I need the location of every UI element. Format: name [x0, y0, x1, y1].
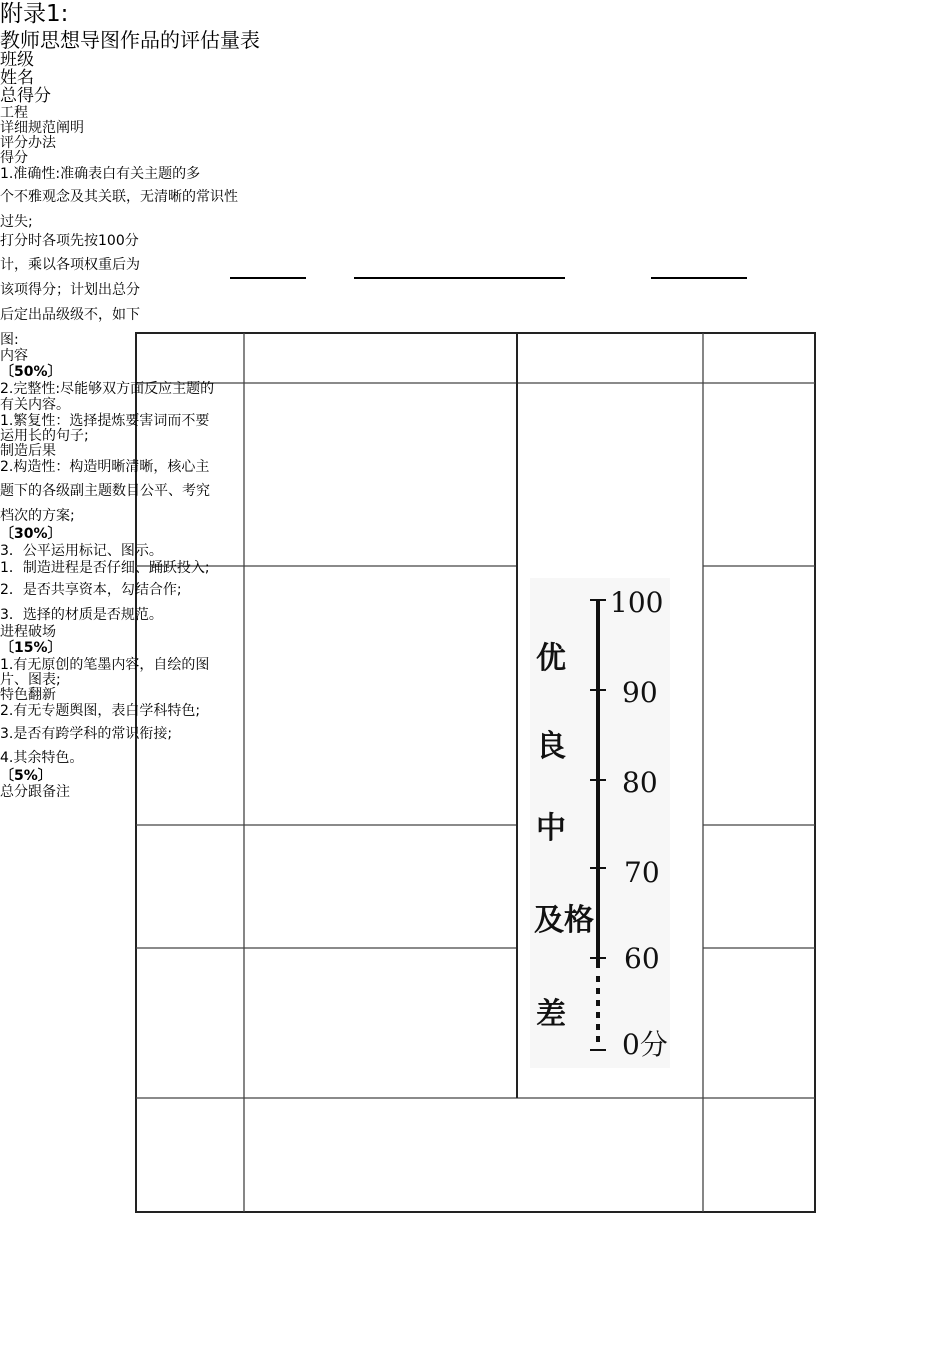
- grade-label-poor: 差: [536, 997, 566, 1032]
- feature-label: 特色翻新: [0, 687, 56, 703]
- process-item3: 3．选择的材质是否规范。: [0, 607, 163, 623]
- effect-item2-line3: 档次的方案;: [0, 508, 75, 524]
- feature-item1-line1: 1.有无原创的笔墨内容，自绘的图: [0, 657, 210, 673]
- method-line2: 计，乘以各项权重后为: [0, 257, 140, 273]
- effect-item3: 3．公平运用标记、图示。: [0, 543, 163, 559]
- effect-item1-line1: 1.繁复性：选择提炼要害词而不要: [0, 413, 210, 429]
- column-header-detail: 详细规范阐明: [0, 120, 84, 136]
- effect-item2-line2: 题下的各级副主题数目公平、考究: [0, 483, 210, 499]
- content-item2-line1: 2.完整性:尽能够双方面反应主题的: [0, 381, 215, 397]
- name-label: 姓名: [0, 68, 34, 88]
- effect-item1-line2: 运用长的句子;: [0, 428, 89, 444]
- column-header-score: 得分: [0, 150, 28, 166]
- process-item2: 2．是否共享资本，勾结合作;: [0, 582, 182, 598]
- effect-label: 制造后果: [0, 443, 56, 459]
- name-underline: [354, 277, 565, 279]
- feature-weight: 〔5%〕: [0, 768, 52, 784]
- process-item1: 1．制造进程是否仔细、踊跃投入;: [0, 560, 210, 576]
- content-label: 内容: [0, 348, 28, 364]
- tick-label-90: 90: [622, 676, 658, 709]
- effect-weight: 〔30%〕: [0, 526, 62, 542]
- class-label: 班级: [0, 50, 34, 70]
- process-label: 进程破场: [0, 624, 56, 640]
- grade-scale-figure: [530, 578, 675, 1068]
- tick-label-80: 80: [622, 766, 658, 799]
- content-item1-line2: 个不雅观念及其关联，无清晰的常识性: [0, 189, 238, 205]
- column-header-method: 评分办法: [0, 135, 56, 151]
- effect-item2-line1: 2.构造性：构造明晰清晰，核心主: [0, 459, 210, 475]
- grade-label-excellent: 优: [536, 641, 566, 676]
- method-line4: 后定出品级级不，如下: [0, 307, 140, 323]
- content-item1-line3: 过失;: [0, 214, 33, 230]
- content-item1-line1: 1.准确性:准确表白有关主题的多: [0, 166, 201, 182]
- total-and-notes-label: 总分跟备注: [0, 784, 70, 800]
- method-line5: 图:: [0, 332, 19, 348]
- process-weight: 〔15%〕: [0, 640, 62, 656]
- grade-label-medium: 中: [536, 811, 566, 846]
- feature-item4: 4.其余特色。: [0, 750, 84, 766]
- feature-item2: 2.有无专题舆图，表白学科特色;: [0, 703, 201, 719]
- grade-label-good: 良: [536, 729, 566, 764]
- table-border: [136, 333, 815, 1212]
- total-score-label: 总得分: [0, 86, 51, 106]
- tick-label-70: 70: [624, 856, 660, 889]
- page-title: 教师思想导图作品的评估量表: [0, 28, 260, 52]
- tick-label-60: 60: [624, 942, 660, 975]
- method-line3: 该项得分；计划出总分: [0, 282, 140, 298]
- class-underline: [230, 277, 306, 279]
- method-line1: 打分时各项先按100分: [0, 233, 139, 249]
- feature-item3: 3.是否有跨学科的常识衔接;: [0, 726, 173, 742]
- content-weight: 〔50%〕: [0, 364, 62, 380]
- total-underline: [651, 277, 747, 279]
- appendix-label: 附录1:: [0, 1, 69, 27]
- column-header-project: 工程: [0, 105, 28, 121]
- feature-item1-line2: 片、图表;: [0, 672, 61, 688]
- tick-label-100: 100: [610, 586, 664, 619]
- tick-label-0: 0分: [622, 1028, 668, 1061]
- content-item2-line2: 有关内容。: [0, 397, 70, 413]
- grade-label-pass: 及格: [534, 903, 594, 938]
